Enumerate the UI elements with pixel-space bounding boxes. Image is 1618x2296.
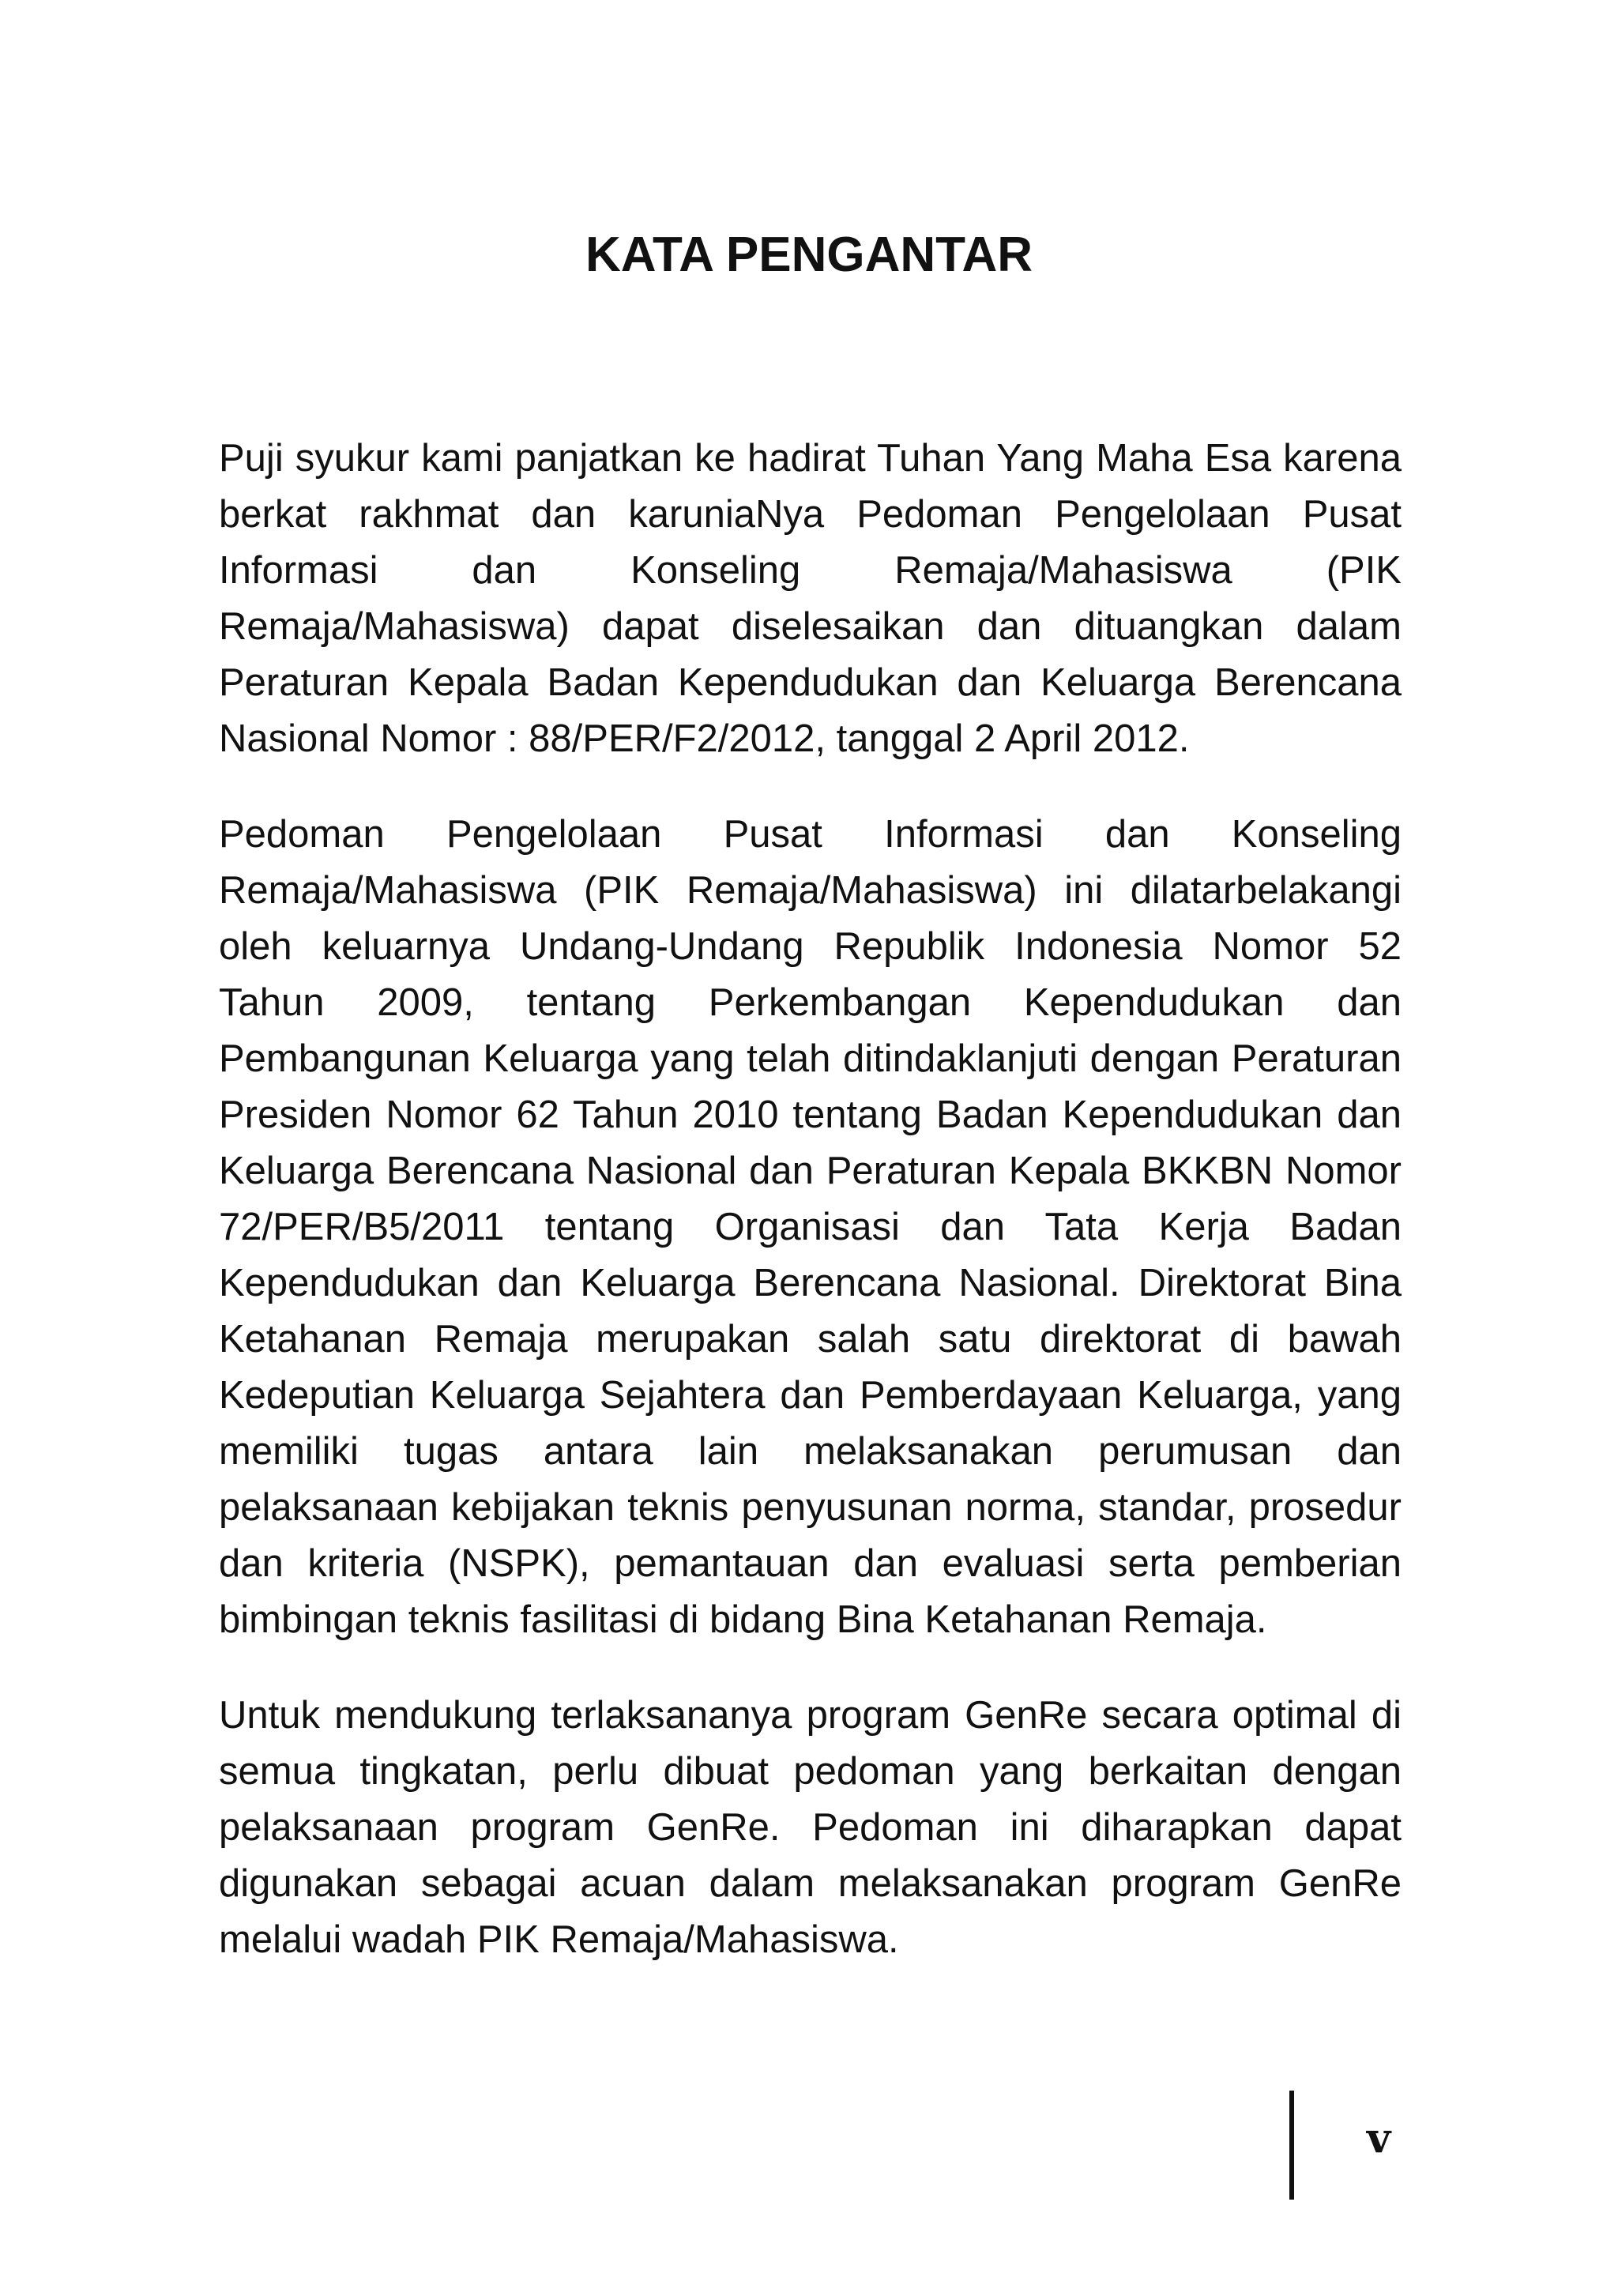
page-number-divider — [1289, 2091, 1294, 2200]
paragraph-3: Untuk mendukung terlaksananya program GenRe secara optimal di semua tingkatan, perlu dibuat pedoman yang berkaitan dengan pelaksanaan program GenRe. Pedoman ini diharapkan dapat digunakan sebagai acuan dalam melaksanakan program GenRe melalui wadah PIK Remaja/Mahasiswa. — [219, 1694, 1402, 1961]
body-text — [219, 431, 1402, 2008]
page-title: KATA PENGANTAR — [585, 228, 1033, 282]
paragraph-2: Pedoman Pengelolaan Pusat Informasi dan Konseling Remaja/Mahasiswa (PIK Remaja/Mahasiswa) ini dilatarbelakangi oleh keluarnya Undang-Undang Republik Indonesia Nomor 52 Tahun 2009, tentang Perkembangan Kependudukan dan Pembangunan Keluarga yang telah ditindaklanjuti dengan Peraturan Presiden Nomor 62 Tahun 2010 tentang Badan Kependudukan dan Keluarga Berencana Nasional dan Peraturan Kepala BKKBN Nomor 72/PER/B5/2011 tentang Organisasi dan Tata Kerja Badan Kependudukan dan Keluarga Berencana Nasional. Direktorat Bina Ketahanan Remaja merupakan salah satu direktorat di bawah Kedeputian Keluarga Sejahtera dan Pemberdayaan Keluarga, yang memiliki tugas antara lain melaksanakan perumusan dan pelaksanaan kebijakan teknis penyusunan norma, standar, prosedur dan kriteria (NSPK), pemantauan dan evaluasi serta pemberian bimbingan teknis fasilitasi di bidang Bina Ketahanan Remaja. — [219, 813, 1402, 1641]
paragraph-1: Puji syukur kami panjatkan ke hadirat Tuhan Yang Maha Esa karena berkat rakhmat dan karuniaNya Pedoman Pengelolaan Pusat Informasi dan Konseling Remaja/Mahasiswa (PIK Remaja/Mahasiswa) dapat diselesaikan dan dituangkan dalam Peraturan Kepala Badan Kependudukan dan Keluarga Berencana Nasional Nomor : 88/PER/F2/2012, tanggal 2 April 2012. — [219, 437, 1402, 760]
page-number: v — [1367, 2114, 1391, 2162]
